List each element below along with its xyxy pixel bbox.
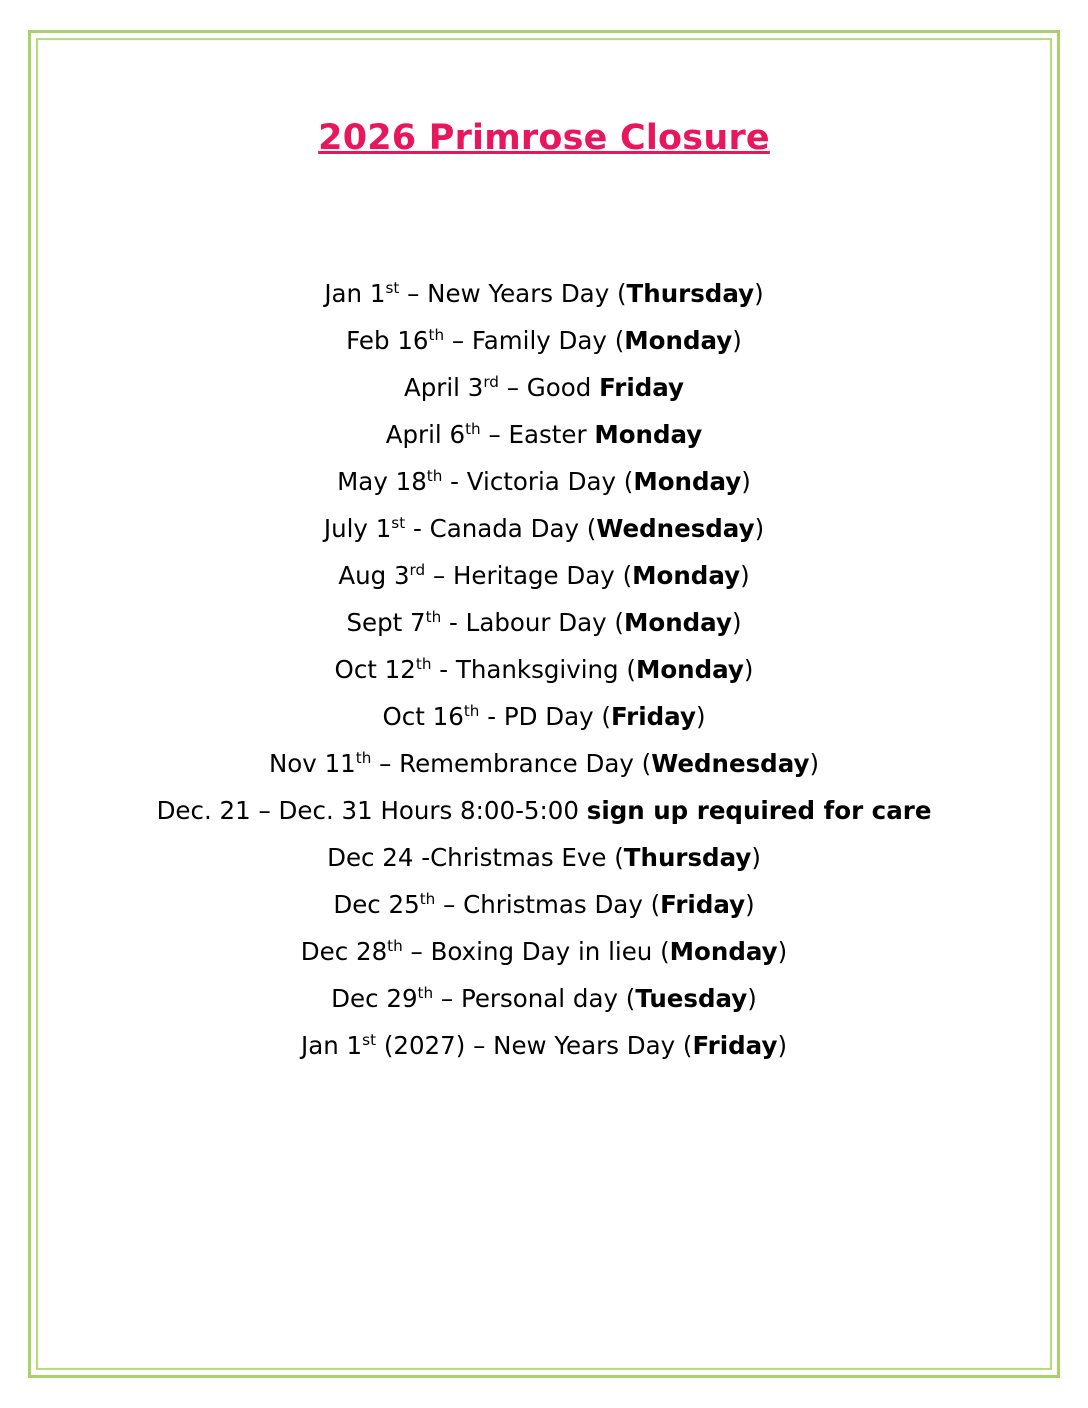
closure-description: - Victoria Day ( — [442, 467, 634, 496]
closure-date: Dec. 21 – Dec. 31 Hours 8:00-5:00 — [156, 796, 587, 825]
closure-list-item — [60, 787, 1028, 834]
closure-description: – Family Day ( — [444, 326, 625, 355]
closure-date: Dec 25 — [333, 890, 420, 919]
ordinal-suffix: th — [426, 466, 443, 485]
closure-date: April 6 — [385, 420, 466, 449]
closure-description: – Christmas Day ( — [435, 890, 661, 919]
closure-weekday: Wednesday — [596, 514, 755, 543]
closure-description: - PD Day ( — [479, 702, 611, 731]
closure-weekday: Friday — [660, 890, 746, 919]
closure-weekday: Monday — [635, 655, 744, 684]
closure-weekday: Thursday — [626, 279, 755, 308]
closure-weekday: sign up required for care — [586, 796, 932, 825]
ordinal-suffix: th — [428, 325, 445, 344]
closure-tail: ) — [754, 514, 765, 543]
closure-tail: ) — [732, 326, 742, 355]
closure-tail: ) — [731, 608, 742, 637]
closure-tail: ) — [741, 467, 751, 496]
closure-tail: ) — [809, 749, 820, 778]
closure-weekday: Monday — [624, 326, 733, 355]
closure-tail: ) — [754, 279, 764, 308]
closure-description: – Remembrance Day ( — [371, 749, 652, 778]
closure-date: Jan 1 — [324, 279, 386, 308]
closure-list-item — [60, 975, 1028, 1022]
document-content — [60, 60, 1028, 1348]
closure-tail: ) — [777, 1031, 787, 1060]
closure-weekday: Friday — [611, 702, 696, 731]
closure-list-item — [60, 505, 1028, 552]
closure-date: July 1 — [323, 514, 392, 543]
ordinal-suffix: st — [362, 1030, 377, 1049]
ordinal-suffix: th — [419, 889, 436, 908]
closure-list-item — [60, 599, 1028, 646]
ordinal-suffix: th — [387, 936, 403, 955]
closure-date: Nov 11 — [268, 749, 356, 778]
closure-description: – Boxing Day in lieu ( — [402, 937, 670, 966]
closure-list-item — [60, 881, 1028, 928]
closure-list-item — [60, 317, 1028, 364]
closure-description: – Heritage Day ( — [425, 561, 633, 590]
closure-description: – Personal day ( — [433, 984, 636, 1013]
closure-date: Sept 7 — [346, 608, 426, 637]
closure-description: – Good — [498, 373, 600, 402]
ordinal-suffix: rd — [409, 560, 426, 579]
closure-description: – Easter — [480, 420, 595, 449]
closure-date: Dec 28 — [300, 937, 388, 966]
closure-weekday: Wednesday — [651, 749, 810, 778]
ordinal-suffix: th — [425, 607, 442, 626]
closure-description: - Labour Day ( — [441, 608, 624, 637]
closure-weekday: Monday — [594, 420, 703, 449]
closure-weekday: Thursday — [623, 843, 752, 872]
closure-weekday: Monday — [623, 608, 732, 637]
closure-tail: ) — [751, 843, 761, 872]
closure-list-item — [60, 646, 1028, 693]
closure-description: - Thanksgiving ( — [431, 655, 636, 684]
closure-tail: ) — [695, 702, 706, 731]
closure-weekday: Friday — [692, 1031, 778, 1060]
closure-list-item — [60, 552, 1028, 599]
closure-date: May 18 — [337, 467, 427, 496]
closure-description: (2027) – New Years Day ( — [376, 1031, 693, 1060]
ordinal-suffix: th — [465, 419, 481, 438]
closure-list-item — [60, 928, 1028, 975]
ordinal-suffix: th — [463, 701, 480, 720]
closure-date: Dec 24 -Christmas Eve ( — [327, 843, 624, 872]
closure-list-item — [60, 458, 1028, 505]
closure-date: Oct 12 — [334, 655, 416, 684]
closure-date: Jan 1 — [301, 1031, 363, 1060]
ordinal-suffix: th — [355, 748, 372, 767]
ordinal-suffix: st — [385, 278, 400, 297]
closure-date: Oct 16 — [382, 702, 464, 731]
closure-date: Feb 16 — [346, 326, 429, 355]
closure-date-list — [60, 270, 1028, 1069]
closure-list-item — [60, 411, 1028, 458]
closure-list-item — [60, 693, 1028, 740]
closure-list-item — [60, 270, 1028, 317]
closure-weekday: Tuesday — [635, 984, 748, 1013]
closure-list-item — [60, 740, 1028, 787]
closure-tail: ) — [777, 937, 788, 966]
closure-weekday: Monday — [633, 467, 742, 496]
closure-tail: ) — [740, 561, 750, 590]
closure-list-item — [60, 1022, 1028, 1069]
closure-weekday: Monday — [632, 561, 741, 590]
closure-date: Dec 29 — [331, 984, 418, 1013]
closure-list-item — [60, 834, 1028, 881]
closure-list-item — [60, 364, 1028, 411]
ordinal-suffix: st — [391, 513, 406, 532]
closure-weekday: Monday — [669, 937, 778, 966]
closure-description: – New Years Day ( — [399, 279, 627, 308]
closure-tail: ) — [747, 984, 757, 1013]
closure-tail: ) — [745, 890, 755, 919]
ordinal-suffix: rd — [483, 372, 499, 391]
ordinal-suffix: th — [417, 983, 434, 1002]
closure-description: - Canada Day ( — [405, 514, 597, 543]
closure-date: April 3 — [403, 373, 484, 402]
ordinal-suffix: th — [415, 654, 432, 673]
page-title: 2026 Primrose Closure — [318, 118, 770, 158]
closure-tail: ) — [743, 655, 754, 684]
closure-date: Aug 3 — [338, 561, 410, 590]
closure-weekday: Friday — [599, 373, 685, 402]
